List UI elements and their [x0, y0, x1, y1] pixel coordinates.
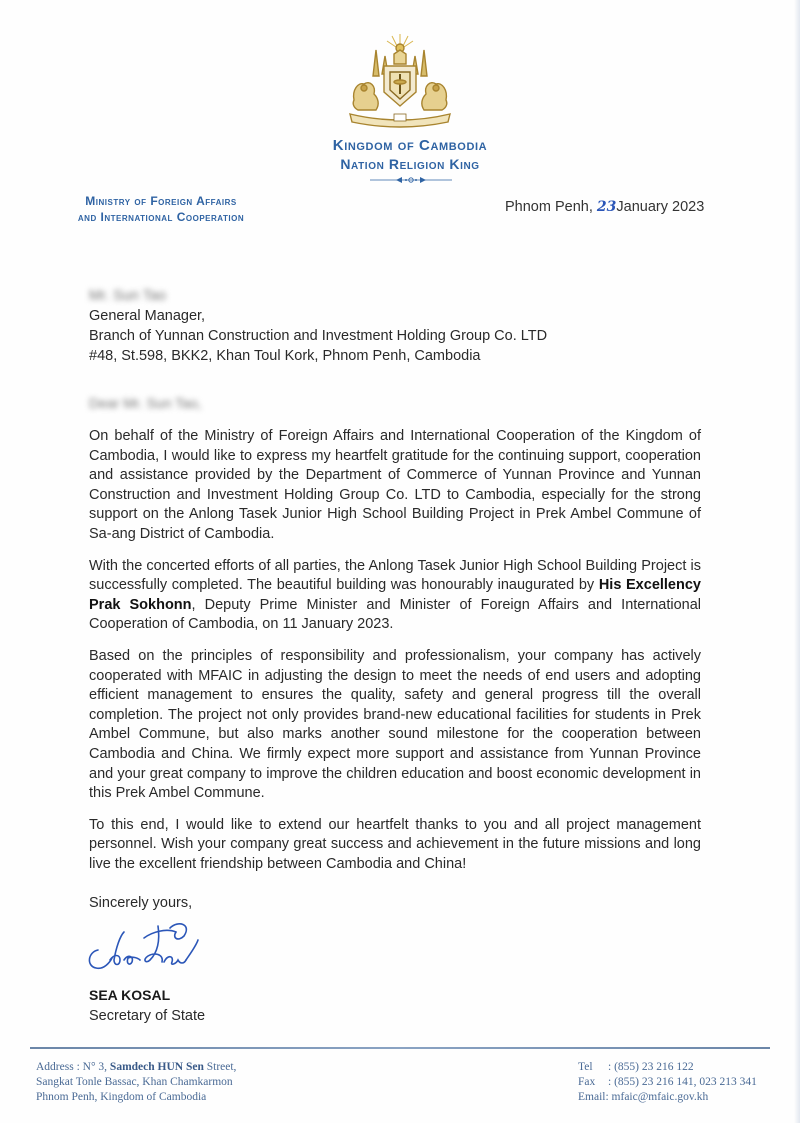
handwritten-signature-icon: [80, 918, 220, 978]
decorative-divider-icon: [366, 176, 456, 184]
email-value[interactable]: : mfaic@mfaic.gov.kh: [605, 1091, 709, 1103]
kingdom-heading: Kingdom of Cambodia: [332, 137, 488, 154]
signer-title: Secretary of State: [89, 1008, 206, 1024]
address-street-name: Samdech HUN Sen: [109, 1061, 204, 1073]
page-edge-shadow: [794, 0, 800, 1123]
national-motto: Nation Religion King: [340, 156, 480, 172]
dateline: [505, 199, 704, 215]
fax-value: : (855) 23 216 141, 023 213 341: [608, 1076, 757, 1088]
recipient-address: #48, St.598, BKK2, Khan Toul Kork, Phnom Penh, Cambodia: [89, 348, 481, 364]
footer-contact: [578, 1060, 757, 1105]
signer-name: SEA KOSAL: [89, 987, 171, 1003]
date-month-year: January 2023: [616, 199, 705, 215]
royal-coat-of-arms-icon: [340, 30, 460, 132]
paragraph-3: Based on the principles of responsibility and professionalism, your company has actively cooperated with MFAIC in adjusting the design to meet the needs of end users and adopting efficient management to ensures the quality, safety and general progress till the overall completion. The project not only provides brand-new educational facilities for students in Prek Ambel Commune, but also marks another sound milestone for the cooperation between Cambodia and China. We firmly expect more support and assistance from Yunnan Province and your great company to improve the children education and boost economic development in this Prek Ambel Commune.: [89, 647, 701, 802]
tel-label: Tel: [578, 1061, 593, 1073]
ministry-name: [36, 193, 286, 225]
email-label: Email: [578, 1091, 606, 1103]
ministry-line-2: and International Cooperation: [77, 210, 245, 224]
recipient-name-redacted: Mr. Sun Tao: [89, 288, 167, 304]
address-label: Address : N° 3,: [36, 1061, 110, 1073]
address-line-3: Phnom Penh, Kingdom of Cambodia: [36, 1091, 207, 1103]
date-day-handwritten: 23: [596, 199, 617, 215]
paragraph-4: To this end, I would like to extend our heartfelt thanks to you and all project management personnel. Wish your company great success and achievement in the future missions and long live the excellent friendship between Cambodia and China!: [89, 816, 701, 872]
ministry-line-1: Ministry of Foreign Affairs: [85, 194, 237, 208]
paragraph-2: [89, 557, 701, 635]
paragraph-1: On behalf of the Ministry of Foreign Affairs and International Cooperation of the Kingdom of Cambodia, I would like to express my heartfelt gratitude for the continuing support, cooperation and assistance provided by the Department of Commerce of Yunnan Province and Yunnan Construction and Investment Holding Group Co. LTD to Cambodia, especially for the strong support on the Anlong Tasek Junior High School Building Project in Prek Ambel Commune of Sa-ang District of Cambodia.: [89, 428, 701, 542]
paragraph-2-start: With the concerted efforts of all parties, the Anlong Tasek Junior High School Building Project is successfully completed. The beautiful building was honourably inaugurated by: [89, 557, 701, 594]
fax-label: Fax: [578, 1076, 596, 1088]
footer-address: [36, 1060, 236, 1105]
paragraph-2-end: , Deputy Prime Minister and Minister of Foreign Affairs and International Cooperation of Cambodia, on 11 January 2023.: [89, 596, 701, 633]
dignitary-name: His Excellency Prak Sokhonn: [89, 577, 701, 613]
letter-body: [89, 427, 701, 886]
recipient-company: Branch of Yunnan Construction and Investment Holding Group Co. LTD: [89, 328, 548, 344]
salutation-redacted: Dear Mr. Sun Tao,: [89, 395, 202, 411]
address-street-suffix: Street,: [203, 1061, 237, 1073]
tel-value: : (855) 23 216 122: [608, 1061, 694, 1073]
recipient-block: [89, 286, 547, 366]
footer-divider: [30, 1047, 770, 1049]
address-line-2: Sangkat Tonle Bassac, Khan Chamkarmon: [36, 1076, 233, 1088]
valediction: Sincerely yours,: [89, 895, 193, 911]
recipient-title: General Manager,: [89, 308, 206, 324]
date-place: Phnom Penh,: [505, 199, 593, 215]
